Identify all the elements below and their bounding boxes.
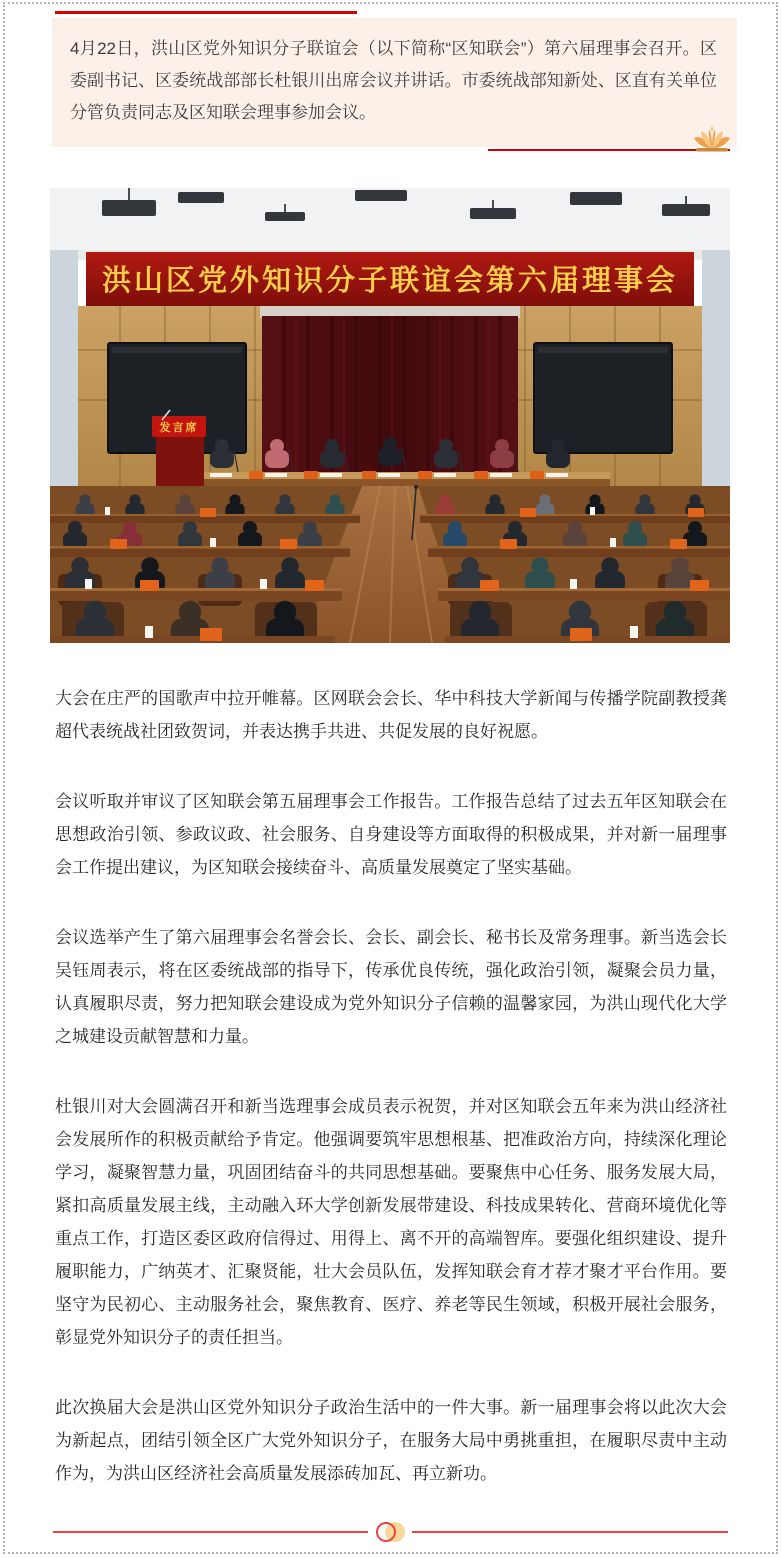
paragraph-2: 会议听取并审议了区知联会第五届理事会工作报告。工作报告总结了过去五年区知联会在思想政治引领、参政议政、社会服务、自身建设等方面取得的积极成果，并对新一届理事会工作提出建议，为区知联会接续奋斗、高质量发展奠定了坚实基础。 [55, 792, 727, 877]
top-accent-line [55, 11, 357, 14]
banner-text: 洪山区党外知识分子联谊会第六届理事会 [101, 265, 679, 297]
paragraph-4: 杜银川对大会圆满召开和新当选理事会成员表示祝贺，并对区知联会五年来为洪山经济社会发展所作的积极贡献给予肯定。他强调要筑牢思想根基、把准政治方向，持续深化理论学习，凝聚智慧力量，巩固团结奋斗的共同思想基础。要聚焦中心任务、服务发展大局，紧扣高质量发展主线，主动融入环大学创新发展带建设、科技成果转化、营商环境优化等重点工作，打造区委区政府信得过、用得上、离不开的高端智库。要强化组织建设、提升履职能力，广纳英才、汇聚贤能，壮大会员队伍，发挥知联会育才荐才聚才平台作用。要坚守为民初心、主动服务社会，聚焦教育、医疗、养老等民生领域，积极开展社会服务，彰显党外知识分子的责任担当。 [55, 1097, 727, 1347]
open-book-icon [692, 126, 732, 152]
intro-summary-box [52, 18, 737, 147]
divider-red-ring [376, 1522, 396, 1542]
footer-divider [0, 1521, 781, 1545]
meeting-hall-photo[interactable] [50, 188, 730, 643]
podium-sign-text: 发言席 [159, 422, 199, 434]
intro-text: 4月22日，洪山区党外知识分子联谊会（以下简称“区知联会”）第六届理事会召开。区委副书记、区委统战部部长杜银川出席会议并讲话。市委统战部知新处、区直有关单位分管负责同志及区知联会理事参加会议。 [70, 39, 717, 122]
paragraph-5: 此次换届大会是洪山区党外知识分子政治生活中的一件大事。新一届理事会将以此次大会为新起点，团结引领全区广大党外知识分子，在服务大局中勇挑重担，在履职尽责中主动作为，为洪山区经济社会高质量发展添砖加瓦、再立新功。 [55, 1398, 727, 1483]
paragraph-3: 会议选举产生了第六届理事会名誉会长、会长、副会长、秘书长及常务理事。新当选会长吴钰周表示，将在区委统战部的指导下，传承优良传统，强化政治引领，凝聚会员力量，认真履职尽责，努力把知联会建设成为党外知识分子信赖的温馨家园，为洪山现代化大学之城建设贡献智慧和力量。 [55, 928, 727, 1046]
paragraph-1: 大会在庄严的国歌声中拉开帷幕。区网联会会长、华中科技大学新闻与传播学院副教授龚超代表统战社团致贺词，并表达携手共进、共促发展的良好祝愿。 [55, 689, 727, 741]
article-body [55, 682, 727, 1527]
divider-line-right [412, 1531, 728, 1533]
meeting-hall-illustration [50, 188, 730, 643]
divider-line-left [53, 1531, 368, 1533]
